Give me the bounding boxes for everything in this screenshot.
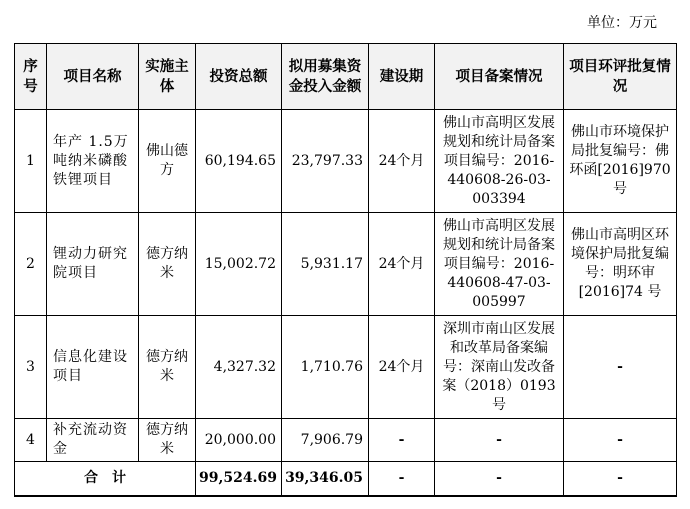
cell-raised: 7,906.79 bbox=[282, 419, 369, 462]
cell-filing: 深圳市南山区发展和改革局备案编号：深南山发改备案（2018）0193 号 bbox=[435, 316, 564, 419]
cell-filing: - bbox=[435, 419, 564, 462]
header-raised: 拟用募集资金投入金额 bbox=[282, 44, 369, 110]
header-name: 项目名称 bbox=[47, 44, 139, 110]
header-period: 建设期 bbox=[369, 44, 435, 110]
cell-env: 佛山市高明区环境保护局批复编号：明环审[2016]74 号 bbox=[564, 213, 677, 316]
header-seq: 序号 bbox=[15, 44, 47, 110]
cell-investment: 15,002.72 bbox=[196, 213, 282, 316]
header-env: 项目环评批复情况 bbox=[564, 44, 677, 110]
cell-period: - bbox=[369, 419, 435, 462]
cell-seq: 1 bbox=[15, 110, 47, 213]
cell-env: - bbox=[564, 419, 677, 462]
total-row bbox=[15, 462, 677, 496]
table-row bbox=[15, 110, 677, 213]
total-investment: 99,524.69 bbox=[196, 462, 282, 496]
total-raised: 39,346.05 bbox=[282, 462, 369, 496]
total-label: 合 计 bbox=[15, 462, 196, 496]
cell-env: 佛山市环境保护局批复编号：佛环函[2016]970号 bbox=[564, 110, 677, 213]
cell-filing: 佛山市高明区发展规划和统计局备案项目编号：2016-440608-26-03-003394 bbox=[435, 110, 564, 213]
header-filing: 项目备案情况 bbox=[435, 44, 564, 110]
header-entity: 实施主体 bbox=[139, 44, 196, 110]
cell-investment: 4,327.32 bbox=[196, 316, 282, 419]
total-period: - bbox=[369, 462, 435, 496]
cell-period: 24个月 bbox=[369, 316, 435, 419]
cell-entity: 德方纳米 bbox=[139, 213, 196, 316]
cell-env: - bbox=[564, 316, 677, 419]
cell-raised: 23,797.33 bbox=[282, 110, 369, 213]
cell-seq: 2 bbox=[15, 213, 47, 316]
cell-entity: 佛山德方 bbox=[139, 110, 196, 213]
cell-entity: 德方纳米 bbox=[139, 316, 196, 419]
total-filing: - bbox=[435, 462, 564, 496]
table-row bbox=[15, 213, 677, 316]
fund-use-table bbox=[14, 43, 677, 497]
cell-name: 补充流动资金 bbox=[47, 419, 139, 462]
cell-name: 锂动力研究院项目 bbox=[47, 213, 139, 316]
cell-period: 24个月 bbox=[369, 213, 435, 316]
total-env: - bbox=[564, 462, 677, 496]
cell-investment: 20,000.00 bbox=[196, 419, 282, 462]
cell-seq: 3 bbox=[15, 316, 47, 419]
cell-filing: 佛山市高明区发展规划和统计局备案项目编号：2016-440608-47-03-005997 bbox=[435, 213, 564, 316]
cell-period: 24个月 bbox=[369, 110, 435, 213]
cell-name: 信息化建设项目 bbox=[47, 316, 139, 419]
cell-name: 年产 1.5万吨纳米磷酸铁锂项目 bbox=[47, 110, 139, 213]
header-row bbox=[15, 44, 677, 110]
cell-raised: 1,710.76 bbox=[282, 316, 369, 419]
table-row bbox=[15, 316, 677, 419]
cell-raised: 5,931.17 bbox=[282, 213, 369, 316]
cell-entity: 德方纳米 bbox=[139, 419, 196, 462]
unit-label: 单位：万元 bbox=[587, 15, 657, 31]
cell-investment: 60,194.65 bbox=[196, 110, 282, 213]
header-investment: 投资总额 bbox=[196, 44, 282, 110]
cell-seq: 4 bbox=[15, 419, 47, 462]
table-row bbox=[15, 419, 677, 462]
